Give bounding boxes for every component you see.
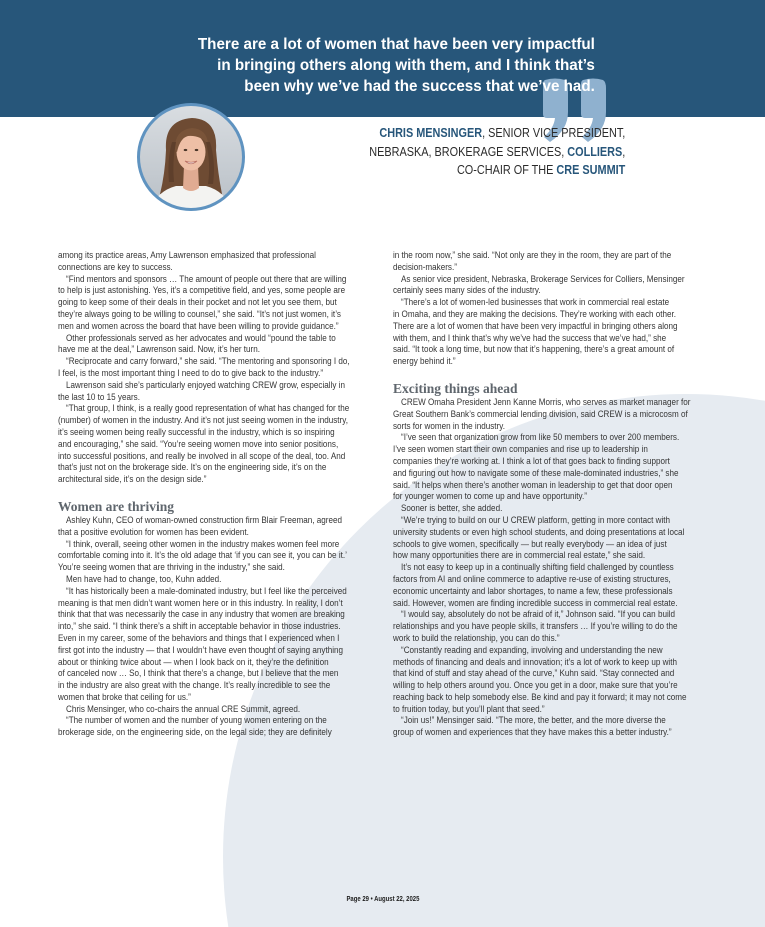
- attribution-line: [369, 143, 625, 162]
- text-line: and encouraging,” she said. “You’re seeing women move into senior positions,: [58, 438, 339, 449]
- article-column-right: [393, 250, 707, 739]
- text-line: As senior vice president, Nebraska, Brokerage Services for Colliers, Mensinger: [401, 273, 685, 284]
- text-line: Great Southern Bank’s commercial lending division, said CREW is a microcosm of: [393, 408, 688, 419]
- text-line: There are a lot of women that have been very impactful in bringing others along: [393, 320, 678, 331]
- text-line: methods of financing and deals and innovation; it’s a lot of work to keep up with: [393, 656, 677, 667]
- text-line: “We’re trying to build on our U CREW platform, getting in more contact with: [401, 514, 671, 525]
- text-line: it’s seeing women being really successful in the industry, which is so inspiring: [58, 426, 335, 437]
- text-line: “Constantly reading and expanding, involving and understanding the new: [401, 644, 663, 655]
- text-line: “That group, I think, is a really good representation of what has changed for the: [66, 403, 350, 414]
- paragraph: [58, 274, 372, 333]
- text-line: Chris Mensinger, who co-chairs the annual CRE Summit, agreed.: [66, 703, 301, 714]
- text-line: in Omaha, and they are making the decisions. They’re working with each other.: [393, 308, 677, 319]
- pull-quote-line: There are a lot of women that have been very impactful: [198, 36, 595, 53]
- paragraph: [58, 704, 372, 716]
- paragraph: [393, 250, 707, 274]
- paragraph: [58, 586, 372, 704]
- text-line: energy behind it.”: [393, 356, 456, 367]
- page-footer: [0, 894, 765, 906]
- paragraph: [58, 539, 372, 574]
- text-line: willing to help others around you. Once you get in a door, make sure that you’re: [393, 680, 678, 691]
- text-line: Ashley Kuhn, CEO of woman-owned construction firm Blair Freeman, agreed: [66, 514, 342, 525]
- speaker-name: CHRIS MENSINGER: [379, 126, 482, 140]
- text-line: (number) of women in the industry. And it’s not just seeing women in the industry,: [58, 415, 348, 426]
- text-line: “Join us!” Mensinger said. “The more, the better, and the more diverse the: [401, 715, 666, 726]
- pull-quote: [198, 34, 595, 97]
- text-line: in the industry are also great with the change. It’s really incredible to see the: [58, 680, 331, 691]
- text-line: economic uncertainty and labor shortages, to name a few, these professionals: [393, 585, 673, 596]
- text-line: “The number of women and the number of young women entering on the: [66, 715, 327, 726]
- text-line: Sooner is better, she added.: [401, 503, 503, 514]
- speaker-title: ,: [621, 144, 625, 159]
- text-line: connections are key to success.: [58, 261, 173, 272]
- text-line: Other professionals served as her advocates and would “pound the table to: [66, 332, 336, 343]
- text-line: with them, and I think that’s why we’ve had the success that we’ve had,” she: [393, 332, 667, 343]
- text-line: for younger women to come up and have opportunity.”: [393, 491, 587, 502]
- text-line: I’ve seen women start their own companies and rise up to leadership in: [393, 444, 648, 455]
- text-line: Even in my career, some of the behaviors and things that I experienced when I: [58, 632, 340, 643]
- text-line: said. “It helps when there’s another woman in leadership to get that door open: [393, 479, 673, 490]
- text-line: Men have had to change, too, Kuhn added.: [66, 573, 222, 584]
- text-line: about or thinking twice about — when I look back on it, they’re the definition: [58, 656, 329, 667]
- attribution-line: [369, 161, 625, 180]
- text-line: You’re seeing women that are thriving in the industry,” she said.: [58, 562, 285, 573]
- text-line: sorts for women in the industry.: [393, 420, 505, 431]
- paragraph: [58, 380, 372, 404]
- text-line: they’re always going to be willing to counsel,” she said. “It’s not just women, it’s: [58, 308, 341, 319]
- text-line: that’s just not on the brokerage side. It’s on the engineering side, it’s on the: [58, 462, 327, 473]
- text-line: “Find mentors and sponsors … The amount of people out there that are willing: [66, 273, 347, 284]
- text-line: group of women and experiences that they have makes this a better industry.”: [393, 727, 672, 738]
- text-line: certainly sees many sides of the industry.: [393, 285, 541, 296]
- text-line: first got into the industry — that I wouldn’t have even thought of saying anything: [58, 644, 344, 655]
- text-line: among its practice areas, Amy Lawrenson emphasized that professional: [58, 250, 316, 260]
- event-name: CRE SUMMIT: [556, 163, 625, 177]
- company-name: COLLIERS: [566, 144, 622, 159]
- quote-attribution: [369, 124, 625, 180]
- text-line: It’s not easy to keep up in a continually shifting field challenged by countless: [401, 562, 674, 573]
- text-line: CREW Omaha President Jenn Kanne Morris, who serves as market manager for: [401, 396, 691, 407]
- text-line: Lawrenson said she’s particularly enjoyed watching CREW grow, especially in: [66, 379, 345, 390]
- text-line: men and women across the board that have been willing to provide guidance.”: [58, 320, 339, 331]
- text-line: to help is just astonishing. Yes, it’s a competitive field, and yes, some people are: [58, 285, 346, 296]
- paragraph: [58, 356, 372, 380]
- article-column-left: [58, 250, 372, 739]
- text-line: I feel, is the most important thing I need to do to give back to the industry.”: [58, 367, 324, 378]
- text-line: meaning is that men didn’t want women here or in this industry. In reality, I don’t: [58, 597, 343, 608]
- text-line: said. However, women are finding incredible success in commercial real estate.: [393, 597, 678, 608]
- section-heading: Exciting things ahead: [393, 380, 518, 396]
- text-line: “It has historically been a male-dominated industry, but I feel like the perceived: [66, 585, 347, 596]
- paragraph: [58, 333, 372, 357]
- paragraph: [393, 645, 707, 716]
- text-line: “There’s a lot of women-led businesses that work in commercial real estate: [401, 297, 670, 308]
- text-line: said. “It took a long time, but now that it’s happening, there’s a great amount of: [393, 344, 675, 355]
- pull-quote-line: been why we’ve had the success that we’ve had.: [244, 78, 595, 95]
- text-line: comfortable coming into it. It’s the old adage that ‘if you can see it, you can be it.’: [58, 550, 347, 561]
- pull-quote-line: in bringing others along with them, and I think that’s: [217, 57, 595, 74]
- section-heading: Women are thriving: [58, 498, 174, 514]
- text-line: “Reciprocate and carry forward,” she said. “The mentoring and sponsoring I do,: [66, 356, 350, 367]
- text-line: into successful positions, and really be involved in all scope of the deal, too. And: [58, 450, 346, 461]
- paragraph: [58, 715, 372, 739]
- paragraph: [58, 250, 372, 274]
- text-line: brokerage side, on the engineering side, on the legal side; they are definitely: [58, 727, 332, 738]
- text-line: the last 10 to 15 years.: [58, 391, 140, 402]
- paragraph: [393, 297, 707, 368]
- text-line: and figuring out how to navigate some of these male-dominated industries,” she: [393, 467, 679, 478]
- speaker-role: CO-CHAIR OF THE: [456, 163, 557, 177]
- text-line: into,” she said. “I think there’s a shift in acceptable behavior in those industries.: [58, 621, 341, 632]
- text-line: factors from AI and online commerce to adaptive re-use of existing structures,: [393, 573, 671, 584]
- text-line: “I would say, absolutely do not be afraid of it,” Johnson said. “If you can build: [401, 609, 676, 620]
- text-line: university students or even high school students, and doing presentations at local: [393, 526, 685, 537]
- paragraph: [393, 397, 707, 432]
- paragraph: [393, 715, 707, 739]
- text-line: companies they’re working at. I think a lot of that goes back to finding support: [393, 455, 670, 466]
- portrait-photo: [136, 102, 246, 212]
- text-line: “I’ve seen that organization grow from like 50 members to over 200 members.: [401, 432, 680, 443]
- text-line: women that broke that ceiling for us.”: [58, 691, 191, 702]
- paragraph: [58, 403, 372, 486]
- paragraph: [58, 574, 372, 586]
- paragraph: [393, 432, 707, 503]
- paragraph: [58, 515, 372, 539]
- paragraph: [393, 562, 707, 609]
- text-line: in the room now,” she said. “Not only are they in the room, they are part of the: [393, 250, 672, 260]
- speaker-title: NEBRASKA, BROKERAGE SERVICES,: [368, 144, 567, 159]
- text-line: reaching back to help somebody else. Be kind and pay it forward; it may not come: [393, 691, 687, 702]
- text-line: going to keep some of their deals in their pocket and not let you see them, but: [58, 297, 337, 308]
- text-line: schools to give women, specifically — but really everybody — an idea of just: [393, 538, 667, 549]
- text-line: that kind of stuff and stay ahead of the curve,” Kuhn said. “Stay connected and: [393, 668, 675, 679]
- text-line: “I think, overall, seeing other women in the industry makes women feel more: [66, 538, 340, 549]
- paragraph: [393, 515, 707, 562]
- paragraph: [393, 274, 707, 298]
- text-line: that a positive evolution for women has been evident.: [58, 526, 249, 537]
- text-line: think that that was necessarily the case in any industry that women are breaking: [58, 609, 345, 620]
- text-line: have me at the deal,” Lawrenson said. Now, it’s her turn.: [58, 344, 261, 355]
- paragraph: [393, 503, 707, 515]
- text-line: work to build the relationship, you can do this.”: [393, 632, 560, 643]
- text-line: decision-makers.”: [393, 261, 457, 272]
- attribution-line: [369, 124, 625, 143]
- speaker-title: , SENIOR VICE PRESIDENT,: [481, 126, 625, 140]
- page-number-date: Page 29 • August 22, 2025: [346, 896, 419, 903]
- text-line: of canceled now … So, I think that there’s a change, but I believe that the men: [58, 668, 339, 679]
- text-line: relationships and you have people skills, it transfers … If you’re willing to do the: [393, 621, 678, 632]
- text-line: architectural side, it’s on the design side.”: [58, 474, 207, 485]
- text-line: to fruition today, but you’ll plant that seed.”: [393, 703, 545, 714]
- text-line: how many opportunities there are in commercial real estate,” she said.: [393, 550, 646, 561]
- paragraph: [393, 609, 707, 644]
